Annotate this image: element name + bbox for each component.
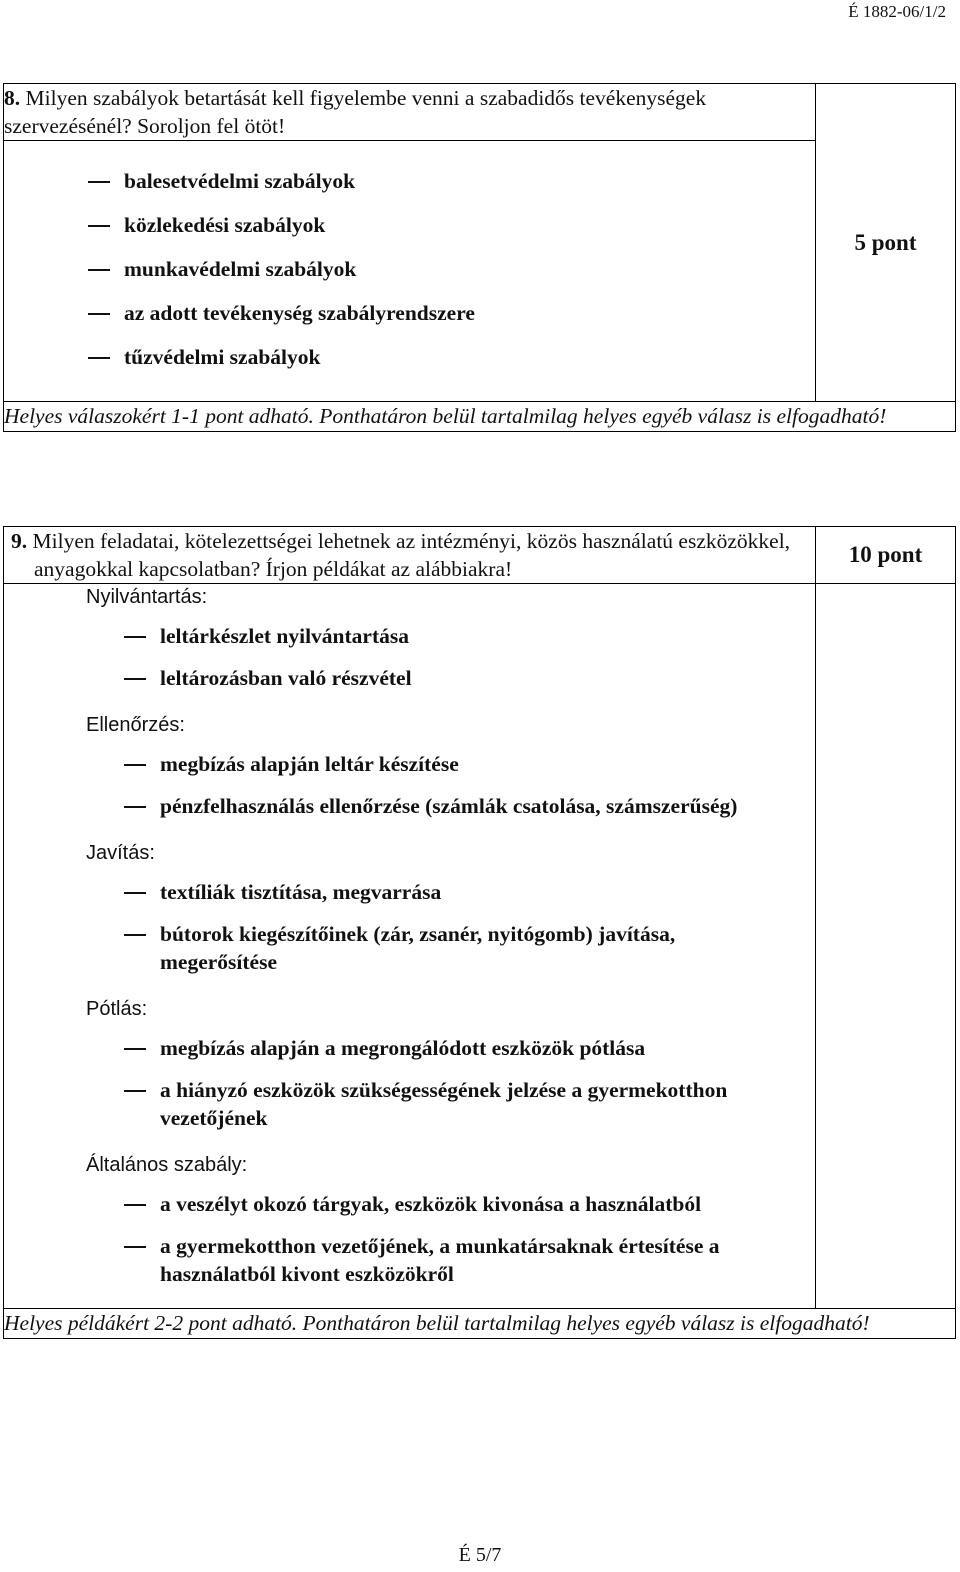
dash-icon [88,181,110,183]
answer-text: leltárkészlet nyilvántartása [160,624,409,648]
dash-icon [88,269,110,271]
section-label: Ellenőrzés: [86,714,185,736]
question-8-prompt: Milyen szabályok betartását kell figyelembe venni a szabadidős tevékenységek szervezésénél? Soroljon fel ötöt! [4,86,707,138]
answer-text: a veszélyt okozó tárgyak, eszközök kivonása a használatból [160,1192,702,1216]
answer-item [4,167,815,195]
dash-icon [88,225,110,227]
dash-icon [124,1246,146,1248]
answer-item [4,664,815,692]
dash-icon [124,934,146,936]
answer-text: balesetvédelmi szabályok [124,169,356,193]
section-label: Javítás: [86,842,155,864]
answer-text: pénzfelhasználás ellenőrzése (számlák csatolása, számszerűség) [160,794,738,818]
section-label: Általános szabály: [86,1154,248,1176]
question-8-scoring-note: Helyes válaszokért 1-1 pont adható. Ponthatáron belül tartalmilag helyes egyéb válasz is elfogadható! [4,402,956,432]
question-8-text [4,84,816,141]
dash-icon [124,1090,146,1092]
answer-item [4,343,815,371]
question-9-scoring-note: Helyes példákért 2-2 pont adható. Ponthatáron belül tartalmilag helyes egyéb válasz is elfogadható! [4,1309,956,1339]
question-9-points: 10 pont [816,527,956,584]
question-8-answers-cell [4,141,816,402]
answer-item [4,920,815,976]
answer-item [4,211,815,239]
section-label: Nyilvántartás: [86,586,208,608]
answer-text: megbízás alapján leltár készítése [160,752,459,776]
answer-item [4,792,815,820]
question-9-prompt: Milyen feladatai, kötelezettségei lehetnek az intézményi, közös használatú eszközökkel, anyagokkal kapcsolatban? Írjon példákat az alábbiakra! [32,529,791,581]
answer-text: munkavédelmi szabályok [124,257,357,281]
answer-item [4,255,815,283]
section-answer-list [4,1178,815,1308]
answer-item [4,878,815,906]
document-code: É 1882-06/1/2 [848,2,946,21]
answer-text: az adott tevékenység szabályrendszere [124,301,475,325]
answer-item [4,1034,815,1062]
answer-item [4,1232,815,1288]
section-label: Pótlás: [86,998,148,1020]
question-8-number: 8. [4,86,21,110]
answer-text: közlekedési szabályok [124,213,326,237]
question-9-text [4,527,816,584]
dash-icon [124,1204,146,1206]
answer-item [4,1190,815,1218]
answer-item [4,299,815,327]
answer-text: tűzvédelmi szabályok [124,345,321,369]
page-number: É 5/7 [458,1544,502,1566]
answer-text: textíliák tisztítása, megvarrása [160,880,442,904]
dash-icon [124,678,146,680]
answer-text: a hiányzó eszközök szükségességének jelzése a gyermekotthon vezetőjének [160,1078,728,1130]
answer-item [4,622,815,650]
section-answer-list [4,866,815,996]
answer-text: bútorok kiegészítőinek (zár, zsanér, nyitógomb) javítása, megerősítése [160,922,676,974]
question-9-score-box [816,584,956,1309]
answer-text: leltározásban való részvétel [160,666,412,690]
section-answer-list [4,738,815,840]
dash-icon [124,892,146,894]
question-9-answers-cell [4,584,816,1309]
section-answer-list [4,610,815,712]
dash-icon [124,806,146,808]
dash-icon [88,357,110,359]
answer-item [4,750,815,778]
question-9-number: 9. [11,529,28,553]
dash-icon [124,636,146,638]
answer-text: megbízás alapján a megrongálódott eszközök pótlása [160,1036,646,1060]
dash-icon [124,1048,146,1050]
section-answer-list [4,1022,815,1152]
question-9-table [3,526,956,1339]
question-8-points: 5 pont [816,84,956,402]
answer-item [4,1076,815,1132]
question-8-answer-list [4,141,815,401]
dash-icon [88,313,110,315]
dash-icon [124,764,146,766]
question-8-table [3,83,956,432]
answer-text: a gyermekotthon vezetőjének, a munkatársaknak értesítése a használatból kivont eszközökről [160,1234,720,1286]
